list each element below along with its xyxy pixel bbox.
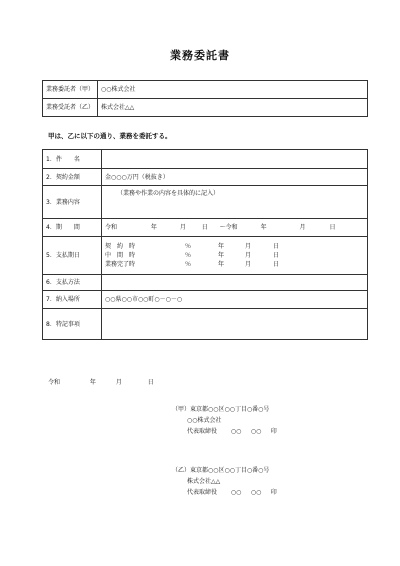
terms-table <box>42 149 368 340</box>
payment-label: 5．支払期日 <box>43 237 102 275</box>
party-a-signature <box>172 404 277 437</box>
payment-row-name: 契 約 時 <box>105 243 136 250</box>
client-label: 業務委託者（甲） <box>43 81 98 99</box>
client-value: ○○株式会社 <box>98 81 368 99</box>
payment-row <box>105 251 364 260</box>
party-b-seal: 印 <box>270 489 277 496</box>
party-a-seal: 印 <box>270 428 277 435</box>
notes-value <box>102 309 368 340</box>
period-day-start: 日 <box>201 224 208 231</box>
payment-row-pct: ％ <box>185 243 192 250</box>
party-a-rep-name2: ○○ <box>250 428 262 435</box>
party-b-representative <box>172 487 277 498</box>
payment-row-pct: ％ <box>185 261 192 268</box>
content-label: 3．業務内容 <box>43 186 102 219</box>
payment-row-day: 日 <box>273 261 280 268</box>
contractor-value: 株式会社△△ <box>98 99 368 117</box>
content-value <box>102 186 368 219</box>
issue-date <box>48 377 154 386</box>
payment-row <box>105 242 364 251</box>
payment-row-name: 中 間 時 <box>105 252 136 259</box>
date-era: 令和 <box>48 379 61 386</box>
period-month-start: 月 <box>179 224 186 231</box>
date-year: 年 <box>89 379 96 386</box>
period-label: 4．期 間 <box>43 219 102 237</box>
term-row-item <box>43 150 368 169</box>
place-value: ○○県○○市○○町○－○－○ <box>102 291 368 309</box>
period-value <box>102 219 368 237</box>
amount-label: 2．契約金額 <box>43 169 102 186</box>
date-month: 月 <box>115 379 122 386</box>
document-title: 業務委託書 <box>170 49 230 62</box>
party-b-rep-name1: ○○ <box>230 489 242 496</box>
payment-row-name: 業務完了時 <box>105 261 136 268</box>
content-hint: （業務や作業の内容を具体的に記入） <box>117 190 220 197</box>
party-a-rep-title: 代表取締役 <box>187 428 218 435</box>
period-day-end: 日 <box>329 224 336 231</box>
period-era-end: ～令和 <box>219 224 238 231</box>
party-b-rep-name2: ○○ <box>250 489 262 496</box>
term-row-method <box>43 275 368 291</box>
method-value <box>102 275 368 291</box>
payment-value <box>102 237 368 275</box>
method-label: 6．支払方法 <box>43 275 102 291</box>
party-a-rep-name1: ○○ <box>230 428 242 435</box>
party-row-contractor <box>43 99 368 117</box>
payment-row-year: 年 <box>218 261 225 268</box>
item-label: 1．件 名 <box>43 150 102 169</box>
payment-row-day: 日 <box>273 243 280 250</box>
period-year-start: 年 <box>150 224 157 231</box>
payment-row <box>105 260 364 269</box>
payment-row-pct: ％ <box>185 252 192 259</box>
term-row-content <box>43 186 368 219</box>
party-b-signature <box>172 465 277 498</box>
payment-row-month: 月 <box>245 252 252 259</box>
payment-row-year: 年 <box>218 243 225 250</box>
parties-table <box>42 80 368 117</box>
notes-label: 8．特記事項 <box>43 309 102 340</box>
place-label: 7．納入場所 <box>43 291 102 309</box>
period-month-end: 月 <box>299 224 306 231</box>
party-b-rep-title: 代表取締役 <box>187 489 218 496</box>
amount-value: 金○○○万円（税抜き） <box>102 169 368 186</box>
term-row-notes <box>43 309 368 340</box>
term-row-payment <box>43 237 368 275</box>
period-year-end: 年 <box>260 224 267 231</box>
term-row-period <box>43 219 368 237</box>
payment-row-month: 月 <box>245 261 252 268</box>
item-value <box>102 150 368 169</box>
party-row-client <box>43 81 368 99</box>
party-a-company: ○○株式会社 <box>187 417 222 424</box>
term-row-amount <box>43 169 368 186</box>
payment-row-year: 年 <box>218 252 225 259</box>
date-day: 日 <box>147 379 154 386</box>
party-a-representative <box>172 426 277 437</box>
payment-row-month: 月 <box>245 243 252 250</box>
party-a-address: （甲）東京都○○区○○丁目○番○号 <box>172 406 270 413</box>
term-row-place <box>43 291 368 309</box>
payment-row-day: 日 <box>273 252 280 259</box>
party-b-address: （乙）東京都○○区○○丁目○番○号 <box>172 467 270 474</box>
contractor-label: 業務受託者（乙） <box>43 99 98 117</box>
party-b-company: 株式会社△△ <box>187 478 221 485</box>
intro-text: 甲は、乙に以下の通り、業務を委託する。 <box>48 132 172 140</box>
period-era-start: 令和 <box>105 224 118 231</box>
